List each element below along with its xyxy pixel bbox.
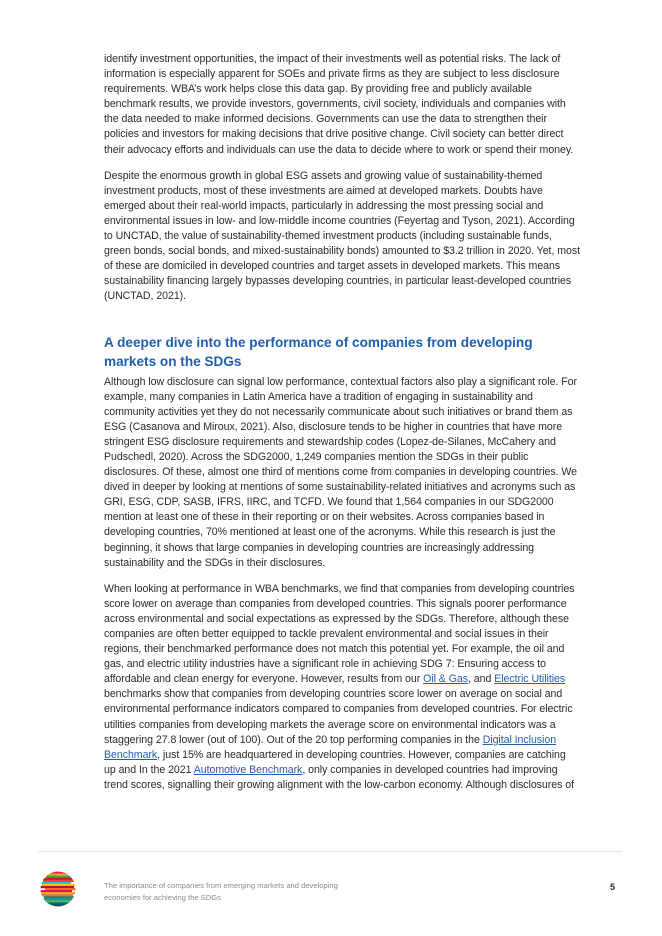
automotive-benchmark-link[interactable]: Automotive Benchmark — [193, 763, 303, 776]
footer-document-title: The importance of companies from emerging markets and developing economies for achieving the SDGs — [104, 881, 338, 902]
logo-stripe — [38, 890, 72, 892]
body-paragraph-1: identify investment opportunities, the impact of their investments well as potential risks. The lack of information is especially apparent for SOEs and private firms as they are subject to less disclosure requirements. WBA’s work helps close this data gap. By providing free and publicly available benchmark results, we provide investors, governments, civil society, individuals and companies with the data needed to make informed decisions. Governments can use the data to strengthen their policies and investors for making decisions that drive positive change. Civil society can better direct their advocacy efforts and individuals can use the data to decide where to work or spend their money. — [104, 53, 574, 156]
logo-stripe — [39, 898, 75, 900]
logo-stripe — [42, 900, 78, 902]
oil-gas-benchmark-link[interactable]: Oil & Gas — [423, 673, 468, 686]
wba-logo-icon — [38, 869, 78, 909]
section-heading: A deeper dive into the performance of companies from developing markets on the SDGs — [104, 334, 533, 369]
page-content — [104, 52, 580, 804]
logo-stripe — [38, 894, 73, 896]
para4-text-5: , only companies in developed countries had improving trend scores, signalling their growing alignment with the low-carbon economy. Although disclosures of — [104, 763, 574, 791]
body-paragraph-3: Although low disclosure can signal low performance, contextual factors also play a significant role. For example, many companies in Latin America have a tradition of engaging in sustainability and community activities yet they do not necessarily communicate about such initiatives or brand them as ESG (Casanova and Miroux, 2021). Also, disclosure tends to be higher in countries that have more stringent ESG disclosure requirements and stewardship codes (Lopez-de-Silanes, McCahery and Pudschedl, 2020). Across the SDG2000, 1,249 companies mention the SDGs in their public disclosures. Of these, almost one third of mentions come from companies in developing countries. We dived in deeper by looking at mentions of some sustainability-related initiatives and acronyms such as GRI, ESG, CDP, SASB, IFRS, IIRC, and TCFD. We found that 1,564 companies in our SDG2000 mention at least one of these in their reporting or on their websites. Across companies based in developing countries, 70% mentioned at least one of the acronyms. While this research is just the beginning, it shows that large companies in developing countries are increasingly addressing sustainability and the SDGs in their disclosures. — [104, 375, 577, 569]
logo-stripe — [38, 886, 74, 888]
page-number: 5 — [610, 882, 616, 892]
logo-stripe — [45, 888, 78, 890]
logo-stripe — [38, 874, 73, 876]
para4-text-3: benchmarks show that companies from developing countries score lower on average on social and environmental performance indicators compared to companies from developed countries. For electric utilities companies from developing markets the average score on environmental indicators was a staggering 27.8 lower (out of 100). Out of the 20 top performing companies in the — [104, 688, 573, 746]
para4-text-4: , just 15% are headquartered in developing countries. However, companies are catching up and In the 2021 — [104, 748, 566, 776]
logo-stripe — [44, 872, 78, 874]
para4-text-2: , and — [468, 673, 495, 686]
logo-stripe — [41, 892, 77, 894]
para4-text-1: When looking at performance in WBA benchmarks, we find that companies from developing countries score lower on average than companies from developed countries. This signals poorer performance across environmental and social expectations as expressed by the SDGs. Therefore, although these companies are often better equipped to tackle prevalent environmental and social issues in their regions, their benchmarked performance does not match this potential yet. For example, the oil and gas, and electric utility industries have a significant role in achieving SDG 7: Ensuring access to affordable and clean energy for everyone. However, results from our — [104, 582, 575, 686]
body-paragraph-4 — [104, 582, 580, 793]
logo-stripe — [43, 880, 78, 882]
logo-stripe — [38, 902, 72, 904]
logo-stripe — [42, 884, 78, 886]
digital-inclusion-benchmark-link[interactable]: Digital Inclusion Benchmark — [104, 733, 557, 761]
logo-stripe — [39, 878, 75, 880]
logo-stripe — [46, 876, 78, 878]
body-paragraph-2: Despite the enormous growth in global ESG assets and growing value of sustainability-themed investment products, most of these investments are aimed at developed markets. Doubts have emerged about their real-world impacts, particularly in addressing the most pressing social and environmental issues in low- and low-middle income countries (Feyertag and Tyson, 2021). According to UNCTAD, the value of sustainability-themed investment products (including sustainable funds, green bonds, social bonds, and mixed-sustainability bonds) amounted to $3.2 trillion in 2020. Yet, most of these are domiciled in developed countries and target assets in developed markets. This means sustainability financing largely bypasses developing countries, in particular least-developed countries (UNCTAD, 2021). — [104, 169, 580, 303]
logo-stripe — [44, 896, 78, 898]
logo-stripe — [43, 904, 78, 906]
logo-stripe — [38, 882, 71, 884]
electric-utilities-benchmark-link[interactable]: Electric Utilities — [494, 673, 566, 686]
footer-divider — [38, 851, 622, 852]
